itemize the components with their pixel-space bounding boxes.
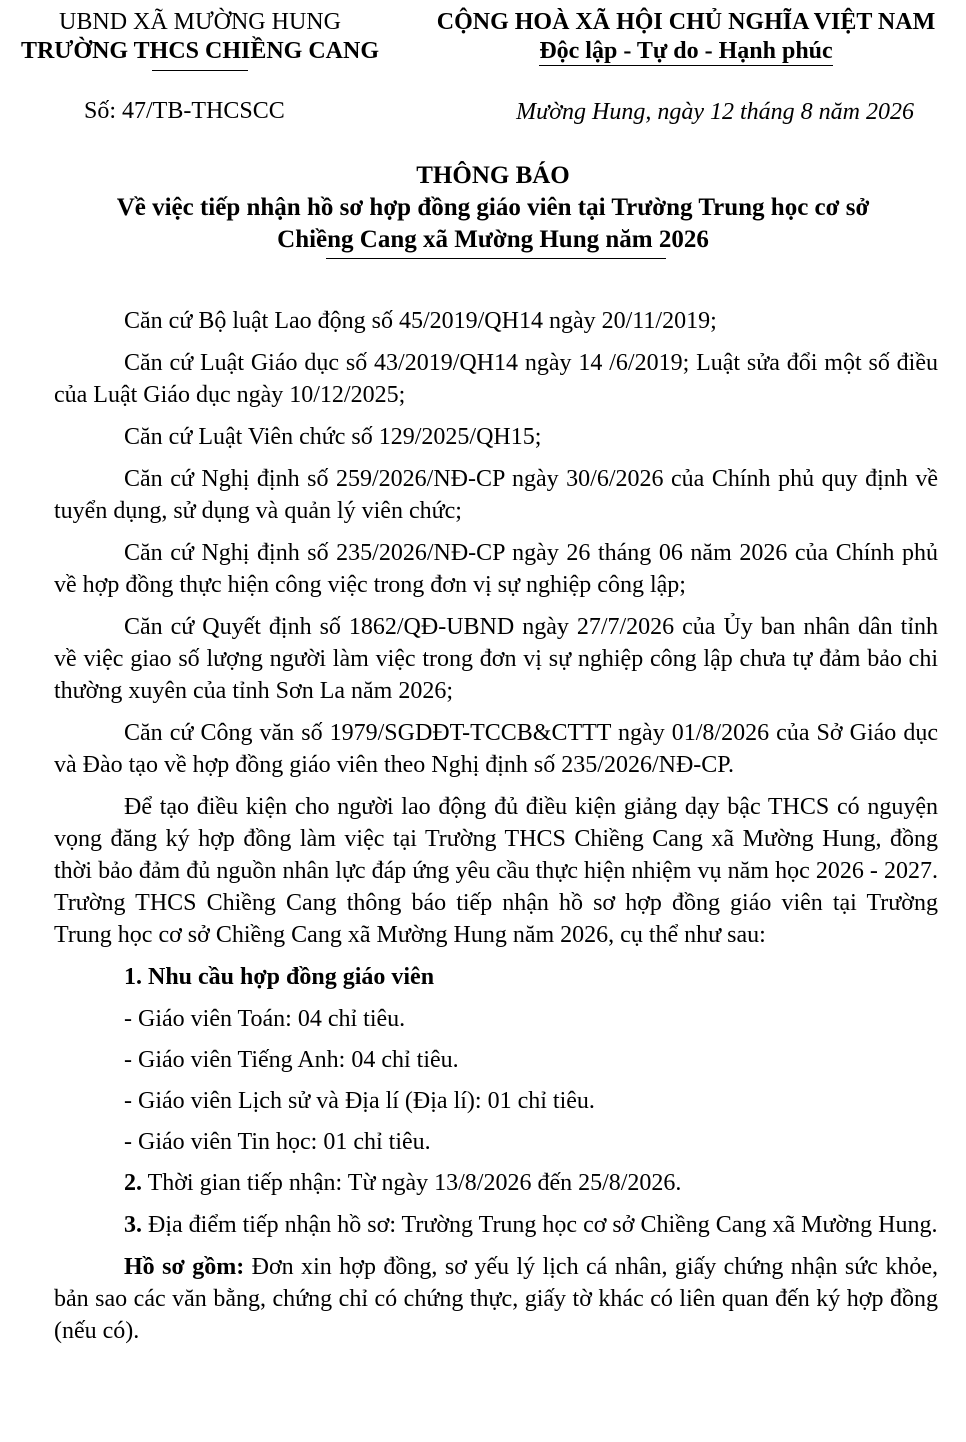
- dossier-label: Hồ sơ gồm:: [124, 1254, 245, 1280]
- title-main: THÔNG BÁO: [416, 162, 570, 189]
- document-date: Mường Hung, ngày 12 tháng 8 năm 2026: [516, 99, 914, 125]
- legal-basis: Căn cứ Nghị định số 259/2026/NĐ-CP ngày 30/6/2026 của Chính phủ quy định về tuyển dụng, sử dụng và quản lý viên chức;: [54, 466, 938, 524]
- document-number: Số: 47/TB-THCSCC: [84, 98, 285, 124]
- quota-item: - Giáo viên Tin học: 01 chỉ tiêu.: [124, 1129, 431, 1155]
- legal-basis: Căn cứ Nghị định số 235/2026/NĐ-CP ngày 26 tháng 06 năm 2026 của Chính phủ về hợp đồng thực hiện công việc trong đơn vị sự nghiệp công lập;: [54, 540, 938, 598]
- title-sub-line1: Về việc tiếp nhận hồ sơ hợp đồng giáo viên tại Trường Trung học cơ sở: [116, 194, 870, 221]
- document-body: [54, 305, 938, 1357]
- legal-basis: Căn cứ Luật Giáo dục số 43/2019/QH14 ngày 14 /6/2019; Luật sửa đổi một số điều của Luật Giáo dục ngày 10/12/2025;: [54, 350, 938, 408]
- legal-basis: Căn cứ Bộ luật Lao động số 45/2019/QH14 ngày 20/11/2019;: [124, 308, 717, 334]
- legal-basis: Căn cứ Công văn số 1979/SGDĐT-TCCB&CTTT ngày 01/8/2026 của Sở Giáo dục và Đào tạo về hợp đồng giáo viên theo Nghị định số 235/2026/NĐ-CP.: [54, 720, 938, 778]
- quota-item: - Giáo viên Tiếng Anh: 04 chỉ tiêu.: [124, 1047, 459, 1073]
- school-name: TRƯỜNG THCS CHIỀNG CANG: [20, 38, 380, 64]
- document-title: [40, 160, 946, 256]
- quota-item: - Giáo viên Toán: 04 chỉ tiêu.: [124, 1006, 406, 1032]
- intro-paragraph: Để tạo điều kiện cho người lao động đủ điều kiện giảng dạy bậc THCS có nguyện vọng đăng ký hợp đồng làm việc tại Trường THCS Chiềng Cang xã Mường Hung, đồng thời bảo đảm đủ nguồn nhân lực đáp ứng yêu cầu thực hiện nhiệm vụ năm học 2026 - 2027. Trường THCS Chiềng Cang thông báo tiếp nhận hồ sơ hợp đồng giáo viên tại Trường Trung học cơ sở Chiềng Cang xã Mường Hung năm 2026, cụ thể như sau:: [54, 794, 938, 948]
- legal-basis: Căn cứ Luật Viên chức số 129/2025/QH15;: [124, 424, 542, 450]
- section-2-text: Thời gian tiếp nhận: Từ ngày 13/8/2026 đến 25/8/2026.: [142, 1170, 682, 1196]
- section-3-text: Địa điểm tiếp nhận hồ sơ: Trường Trung học cơ sở Chiềng Cang xã Mường Hung.: [142, 1212, 938, 1238]
- section-3: [54, 1209, 938, 1241]
- section-1-heading: 1. Nhu cầu hợp đồng giáo viên: [124, 964, 435, 990]
- title-sub-line2: Chiềng Cang xã Mường Hung năm 2026: [277, 226, 709, 253]
- national-title: CỘNG HOÀ XÃ HỘI CHỦ NGHĨA VIỆT NAM: [436, 9, 936, 35]
- legal-basis: Căn cứ Quyết định số 1862/QĐ-UBND ngày 27/7/2026 của Ủy ban nhân dân tỉnh về việc giao số lượng người làm việc trong đơn vị sự nghiệp công lập chưa tự đảm bảo chi thường xuyên của tỉnh Sơn La năm 2026;: [54, 614, 938, 704]
- header-left-rule: [152, 70, 248, 71]
- national-motto: [412, 37, 960, 66]
- motto-text: Độc lập - Tự do - Hạnh phúc: [539, 38, 833, 64]
- dossier-paragraph: [54, 1251, 938, 1347]
- section-2-number: 2.: [124, 1170, 142, 1196]
- national-header: [412, 8, 960, 66]
- title-rule: [326, 258, 666, 259]
- authority-line: UBND XÃ MƯỜNG HUNG: [59, 9, 341, 35]
- quota-item: - Giáo viên Lịch sử và Địa lí (Địa lí): 01 chỉ tiêu.: [124, 1088, 595, 1114]
- dossier-text: Đơn xin hợp đồng, sơ yếu lý lịch cá nhân, giấy chứng nhận sức khỏe, bản sao các văn bằng, chứng chỉ có chứng thực, giấy tờ khác có liên quan đến ký hợp đồng (nếu có).: [54, 1254, 939, 1344]
- section-2: [54, 1167, 938, 1199]
- section-3-number: 3.: [124, 1212, 142, 1238]
- issuing-authority: [6, 8, 394, 71]
